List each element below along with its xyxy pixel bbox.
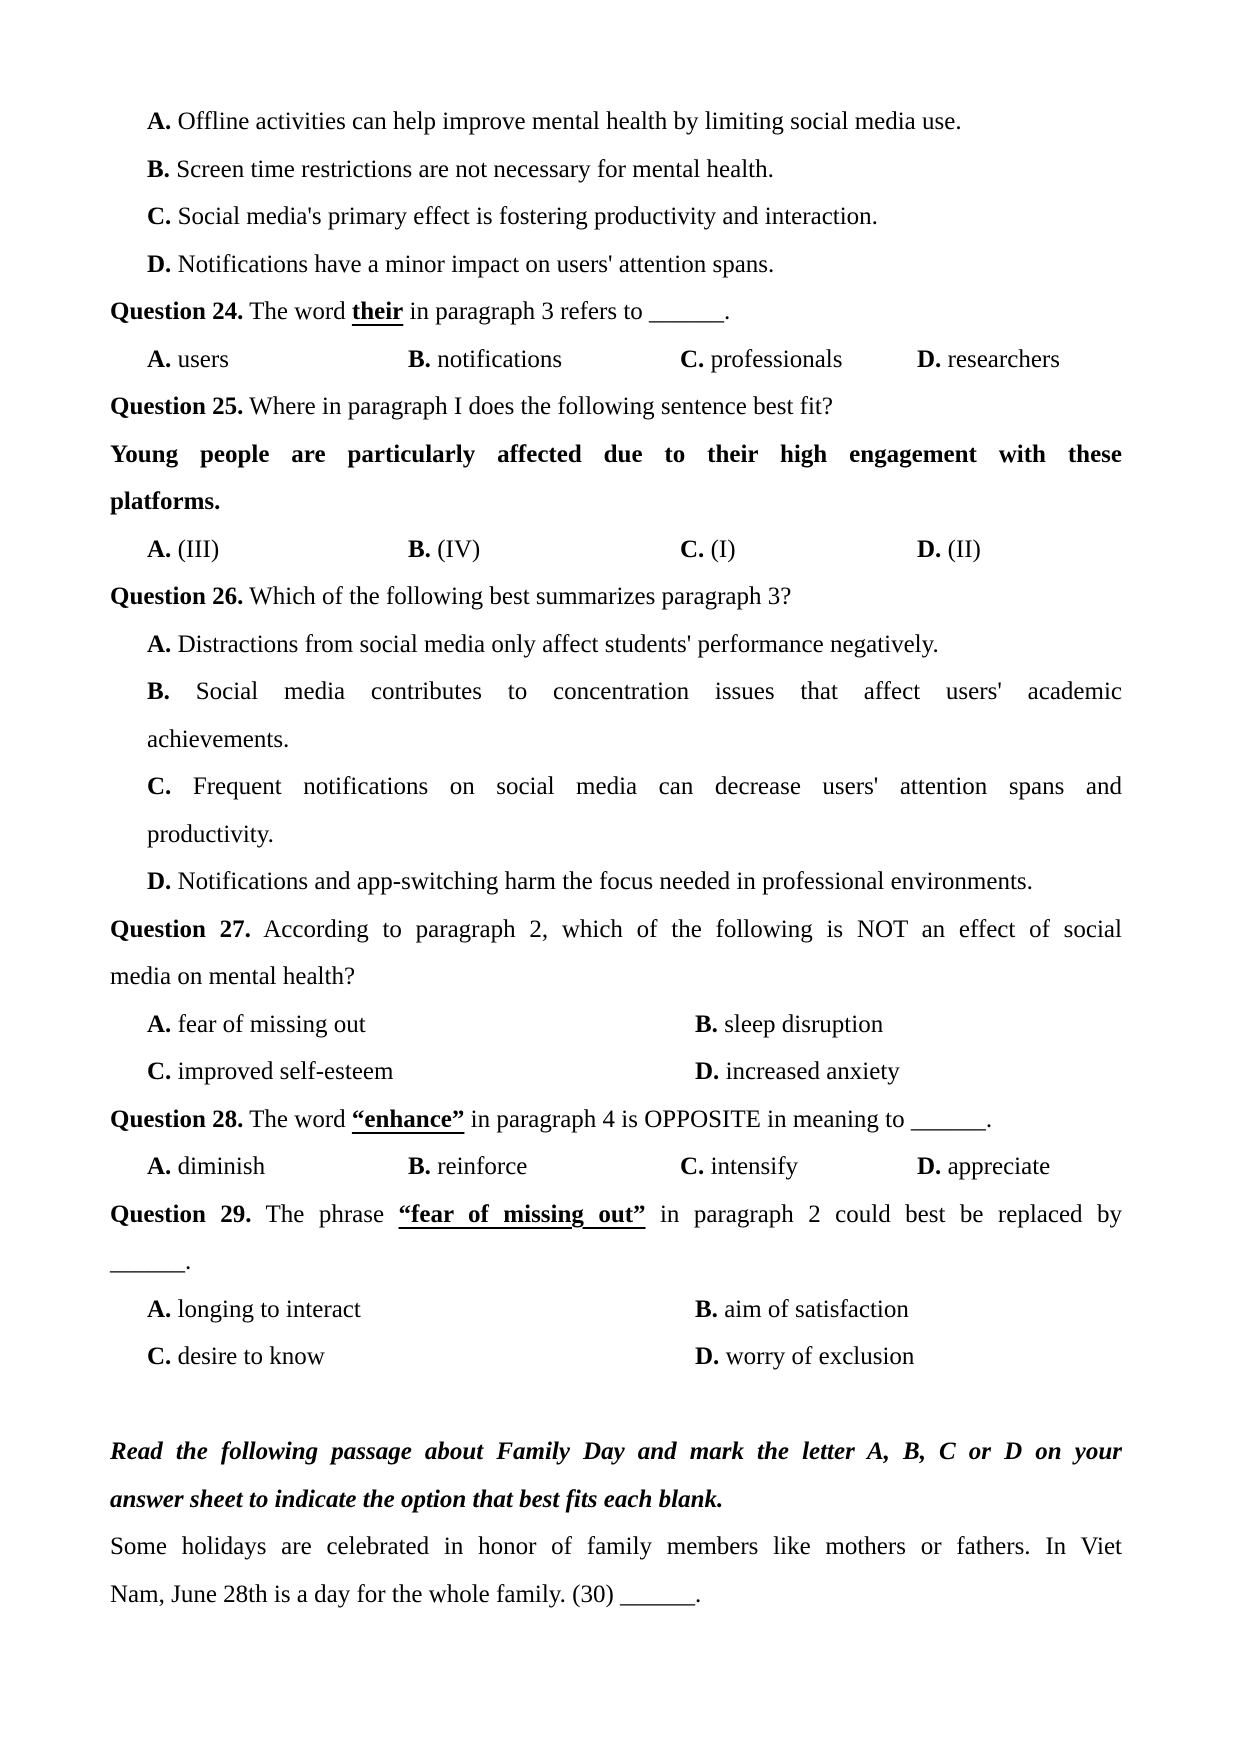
section-instruction-line-1 (110, 1428, 1122, 1476)
text-segment: The word (243, 298, 352, 325)
text-segment: Social media's primary effect is fostering productivity and interaction. (171, 203, 878, 230)
text-segment: B. (147, 155, 170, 183)
answer-option: D. (II) (917, 535, 981, 563)
question-28-stem (110, 1096, 1122, 1144)
text-segment: Notifications have a minor impact on users' attention spans. (171, 250, 775, 278)
text-segment: Question 26. (110, 583, 244, 610)
answer-option: C. (I) (680, 535, 736, 563)
option-letter: A. (147, 345, 172, 373)
text-segment: Social media contributes to concentration issues that affect users' academic (169, 678, 1122, 705)
answer-option: D. appreciate (917, 1153, 1051, 1180)
answer-option: A. longing to interact (147, 1295, 361, 1323)
option-letter: A. (147, 1010, 172, 1038)
text-segment: in paragraph 2 could best be replaced by (645, 1200, 1122, 1228)
option-letter: B. (408, 1153, 431, 1180)
text-segment: Question 25. (110, 393, 244, 420)
answer-option: D. researchers (917, 345, 1060, 373)
option-line-d (110, 858, 1122, 906)
option-letter: A. (147, 1153, 172, 1180)
text-segment: According to paragraph 2, which of the following is NOT an effect of social (250, 915, 1122, 943)
passage-line-2 (110, 1571, 1122, 1619)
text-segment: Question 28. (110, 1105, 244, 1133)
text-segment: Where in paragraph I does the following sentence best fit? (243, 393, 833, 420)
text-segment: A. (147, 630, 172, 658)
question-29-stem (110, 1191, 1122, 1239)
question-25-options (110, 526, 1122, 574)
blank-line (110, 1381, 1122, 1429)
question-29-options-row-1 (110, 1286, 1122, 1334)
text-segment: Distractions from social media only affect students' performance negatively. (171, 630, 939, 658)
text-segment: Offline activities can help improve mental health by limiting social media use. (171, 108, 962, 135)
text-segment: platforms. (110, 488, 221, 515)
answer-option: C. desire to know (147, 1343, 325, 1370)
text-segment: Young people are particularly affected due to their high engagement with these (110, 440, 1122, 468)
question-27-options-row-1 (110, 1001, 1122, 1049)
option-letter: D. (695, 1343, 720, 1370)
question-27-stem-cont (110, 953, 1122, 1001)
question-29-stem-cont (110, 1238, 1122, 1286)
text-segment: C. (147, 203, 172, 230)
question-24-options (110, 336, 1122, 384)
text-segment: Screen time restrictions are not necessary for mental health. (169, 155, 774, 183)
answer-option: B. sleep disruption (695, 1010, 884, 1038)
text-segment: ______. (110, 1248, 192, 1275)
question-24-stem (110, 288, 1122, 336)
text-segment: The phrase (251, 1200, 399, 1228)
option-line-b (110, 146, 1122, 194)
text-segment: Some holidays are celebrated in honor of family members like mothers or fathers. In Viet (110, 1533, 1122, 1560)
option-letter: B. (408, 535, 431, 563)
question-27-stem (110, 906, 1122, 954)
answer-option: C. improved self-esteem (147, 1058, 394, 1085)
option-letter: C. (147, 1058, 172, 1085)
option-letter: D. (917, 535, 942, 563)
answer-option: B. reinforce (408, 1153, 528, 1180)
text-segment: answer sheet to indicate the option that best fits each blank. (110, 1485, 724, 1513)
answer-option: A. diminish (147, 1153, 266, 1180)
inserted-sentence-line-1 (110, 431, 1122, 479)
option-line-c (110, 193, 1122, 241)
option-letter: C. (680, 535, 705, 563)
text-segment: Question 27. (110, 915, 251, 943)
section-instruction-line-2 (110, 1476, 1122, 1524)
answer-option: A. fear of missing out (147, 1010, 366, 1038)
text-segment: Frequent notifications on social media can decrease users' attention spans and (171, 773, 1122, 800)
text-segment: Nam, June 28th is a day for the whole family. (30) ______. (110, 1580, 702, 1608)
text-segment: productivity. (147, 820, 274, 848)
answer-option: C. intensify (680, 1153, 799, 1180)
option-letter: A. (147, 535, 172, 563)
text-segment: in paragraph 4 is OPPOSITE in meaning to ______. (464, 1105, 993, 1133)
question-25-stem (110, 383, 1122, 431)
option-line-b-cont (110, 716, 1122, 764)
text-segment: Which of the following best summarizes paragraph 3? (243, 583, 792, 610)
inserted-sentence-line-2 (110, 478, 1122, 526)
option-line-c (110, 763, 1122, 811)
answer-option: A. (III) (147, 535, 220, 563)
answer-option: D. increased anxiety (695, 1058, 900, 1085)
option-line-a (110, 98, 1122, 146)
answer-option: B. (IV) (408, 535, 481, 563)
option-line-a (110, 621, 1122, 669)
text-segment: The word (243, 1105, 352, 1133)
text-segment: D. (147, 250, 172, 278)
text-segment: achievements. (147, 725, 290, 753)
question-29-options-row-2 (110, 1333, 1122, 1381)
option-letter: C. (147, 1343, 172, 1370)
answer-option: C. professionals (680, 345, 843, 373)
option-letter: D. (917, 1153, 942, 1180)
option-letter: C. (680, 1153, 705, 1180)
text-segment: C. (147, 773, 172, 800)
option-line-b (110, 668, 1122, 716)
answer-option: B. notifications (408, 345, 563, 373)
option-letter: C. (680, 345, 705, 373)
text-segment: B. (147, 678, 170, 705)
option-line-c-cont (110, 811, 1122, 859)
answer-option: D. worry of exclusion (695, 1343, 915, 1370)
underlined-term: “enhance” (351, 1105, 465, 1133)
text-segment: Question 24. (110, 298, 244, 325)
text-segment: Read the following passage about Family Day and mark the letter A, B, C or D on your (110, 1438, 1122, 1465)
option-letter: B. (408, 345, 431, 373)
document-content (110, 98, 1122, 1618)
option-letter: B. (695, 1295, 718, 1323)
question-26-stem (110, 573, 1122, 621)
text-segment: in paragraph 3 refers to ______. (403, 298, 731, 325)
text-segment: D. (147, 868, 172, 895)
question-27-options-row-2 (110, 1048, 1122, 1096)
underlined-term: their (351, 298, 404, 325)
text-segment: Notifications and app-switching harm the focus needed in professional environments. (171, 868, 1033, 895)
option-letter: D. (695, 1058, 720, 1085)
answer-option: A. users (147, 345, 229, 373)
text-segment: Question 29. (110, 1200, 252, 1228)
option-letter: D. (917, 345, 942, 373)
option-letter: B. (695, 1010, 718, 1038)
underlined-term: “fear of missing out” (398, 1200, 646, 1228)
text-segment: media on mental health? (110, 963, 356, 990)
question-28-options (110, 1143, 1122, 1191)
text-segment: A. (147, 108, 172, 135)
answer-option: B. aim of satisfaction (695, 1295, 909, 1323)
passage-line-1 (110, 1523, 1122, 1571)
option-letter: A. (147, 1295, 172, 1323)
option-line-d (110, 241, 1122, 289)
